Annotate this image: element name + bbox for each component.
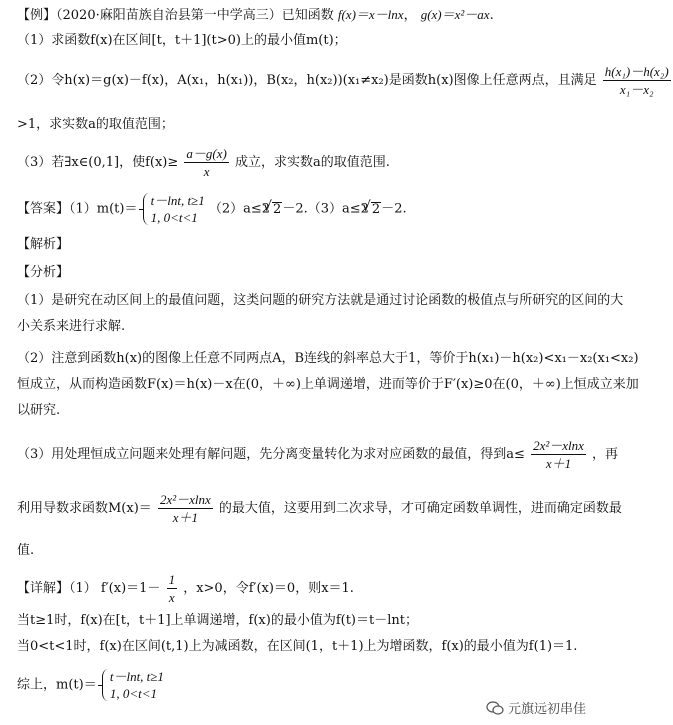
analysis-3-line-2-tail: 的最大值，这要用到二次求导，才可确定函数单调性，进而确定函数最 <box>218 501 622 516</box>
answer-3-tail: －2. <box>381 201 407 217</box>
jiexi-heading: 【解析】 <box>17 237 70 252</box>
question-2-text: （2）令h(x)＝g(x)－f(x)，A(x₁，h(x₁))，B(x₂，h(x₂))(x₁≠x₂)是函数h(x)图像上任意两点，且满足 <box>17 73 597 88</box>
slope-denominator: x₁－x₂ <box>619 82 654 97</box>
q3-fraction <box>184 146 228 179</box>
q3-numerator: a－g(x) <box>186 146 227 161</box>
question-2-cont: >1，求实数a的取值范围； <box>17 117 174 132</box>
example-header-line: 【例】（2020·麻阳苗族自治县第一中学高三）已知函数 f(x)＝x－lnx， g(x)＝x²－ax. <box>17 7 494 23</box>
question-3-text: （3）若∃x∈(0,1]，使f(x)≥ <box>17 155 179 170</box>
watermark <box>486 698 586 717</box>
analysis-3-tail: ，再 <box>592 447 619 462</box>
analysis-3-line-1 <box>17 438 619 471</box>
summary-line <box>17 668 586 702</box>
example-header: 【例】（2020·麻阳苗族自治县第一中学高三）已知函数 <box>17 8 334 23</box>
detail-line-3: 当0<t<1时，f(x)在区间(t,1)上为减函数，在区间(1，t＋1)上为增函数，f(x)的最小值为f(1)＝1. <box>17 639 578 654</box>
answer-label: 【答案】（1）m(t)＝ <box>17 201 138 217</box>
summary-piece-1: t－lnt, t≥1 <box>109 669 164 684</box>
question-3-tail: 成立，求实数a的取值范围. <box>235 155 390 170</box>
q3-denominator: x <box>203 164 210 179</box>
mx-denominator: x＋1 <box>172 510 198 525</box>
question-2-line <box>17 64 669 97</box>
answer-line <box>17 192 586 226</box>
detail-label: 【详解】（1） f′(x)＝1－ <box>17 581 161 596</box>
analysis-2-line-2: 恒成立，从而构造函数F(x)＝h(x)－x在(0，＋∞)上单调递增，进而等价于F′(x)≥0在(0，＋∞)上恒成立来加 <box>17 377 639 392</box>
summary-piece-2: 1, 0<t<1 <box>109 686 158 701</box>
f-definition: f(x)＝x－lnx <box>337 7 404 22</box>
answer-2-sqrt: √ 2 <box>272 202 282 217</box>
detail-denominator: x <box>168 590 175 605</box>
mx-fraction <box>158 492 213 525</box>
analysis-1-line-2: 小关系来进行求解. <box>17 319 126 334</box>
slope-numerator: h(x₁)－h(x₂) <box>604 64 669 79</box>
analysis-3-line-2 <box>17 492 622 525</box>
detail-numerator: 1 <box>168 572 176 587</box>
answer-3-sqrt: √ 2 <box>371 202 381 217</box>
answer-2: （2）a≤2 <box>208 201 271 217</box>
analysis-2-line-1: （2）注意到函数h(x)的图像上任意不同两点A，B连线的斜率总大于1，等价于h(x₁)－h(x₂)<x₁－x₂(x₁<x₂) <box>17 351 639 366</box>
detail-line-1 <box>17 572 586 605</box>
fenxi-heading: 【分析】 <box>17 265 70 280</box>
analysis-3-text: （3）用处理恒成立问题来处理有解问题，先分离变量转化为求对应函数的最值，得到a≤ <box>17 447 525 462</box>
summary-label: 综上，m(t)＝ <box>17 677 97 693</box>
detail-tail: ，x>0，令f′(x)＝0，则x＝1. <box>183 581 354 596</box>
analysis-3-mx: 利用导数求函数M(x)＝ <box>17 501 152 516</box>
answer-2-tail: －2.（3）a≤2 <box>282 201 369 217</box>
slope-fraction <box>603 64 671 97</box>
analysis-1-line-1: （1）是研究在动区间上的最值问题，这类问题的研究方法就是通过讨论函数的极值点与所研究的区间的大 <box>17 293 624 308</box>
analysis-2-line-3: 以研究. <box>17 403 61 418</box>
answer-piecewise <box>142 192 205 226</box>
question-3-line <box>17 146 586 179</box>
detail-line-2: 当t≥1时，f(x)在[t，t＋1]上单调递增，f(x)的最小值为f(t)＝t－lnt； <box>17 613 418 628</box>
a3-fraction <box>531 438 586 471</box>
answer-piece-1: t－lnt, t≥1 <box>150 193 205 208</box>
a3-numerator: 2x²－xlnx <box>533 438 584 453</box>
wechat-icon <box>486 701 504 715</box>
watermark-text: 元旗远初串佳 <box>507 701 586 716</box>
detail-fraction <box>167 572 178 605</box>
a3-denominator: x＋1 <box>545 456 572 471</box>
analysis-3-line-3: 值. <box>17 543 35 558</box>
answer-piece-2: 1, 0<t<1 <box>150 210 198 225</box>
g-definition: g(x)＝x²－ax <box>420 7 490 22</box>
question-1: （1）求函数f(x)在区间[t，t＋1](t>0)上的最小值m(t)； <box>17 33 347 48</box>
summary-piecewise <box>101 668 164 702</box>
mx-numerator: 2x²－xlnx <box>159 492 211 507</box>
